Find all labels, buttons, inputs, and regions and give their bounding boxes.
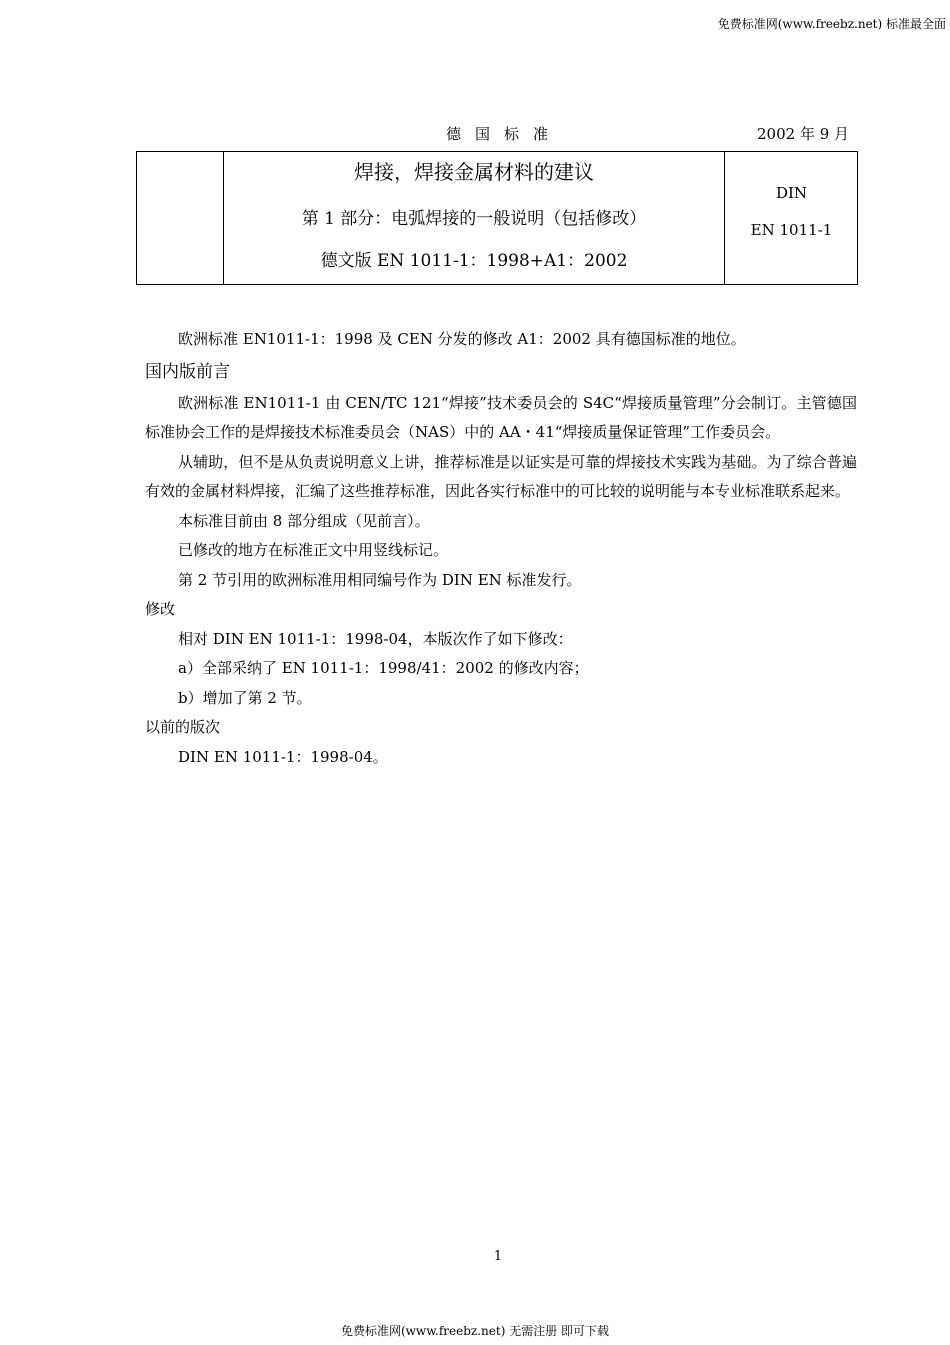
changes-heading: 修改 bbox=[145, 600, 176, 618]
title-block-right-cell bbox=[724, 152, 858, 284]
din-label: DIN bbox=[775, 184, 808, 202]
previous-edition-item: DIN EN 1011-1：1998-04。 bbox=[178, 747, 388, 766]
title-block-center-cell bbox=[224, 152, 724, 284]
foreword-heading: 国内版前言 bbox=[145, 361, 230, 382]
standard-header-label: 德国标准 bbox=[446, 125, 563, 143]
intro-paragraph: 欧洲标准 EN1011-1：1998 及 CEN 分发的修改 A1：2002 具有德国标准的地位。 bbox=[178, 330, 746, 348]
document-title: 焊接，焊接金属材料的建议 bbox=[354, 160, 594, 184]
foreword-paragraph-1: 欧洲标准 EN1011-1 由 CEN/TC 121“焊接”技术委员会的 S4C“焊接质量管理”分会制订。主管德国标准协会工作的是焊接技术标准委员会（NAS）中的 AA・41“焊接质量保证管理”工作委员会。 bbox=[145, 393, 857, 441]
title-block-table bbox=[136, 151, 858, 285]
page-number: 1 bbox=[493, 1249, 503, 1264]
title-block-left-cell bbox=[137, 152, 224, 284]
document-edition: 德文版 EN 1011-1：1998+A1：2002 bbox=[320, 251, 628, 271]
document-subtitle: 第 1 部分：电弧焊接的一般说明（包括修改） bbox=[301, 209, 647, 229]
top-banner: 免费标准网(www.freebz.net) 标准最全面 bbox=[717, 17, 946, 31]
foreword-paragraph-4: 已修改的地方在标准正文中用竖线标记。 bbox=[178, 541, 449, 559]
foreword-paragraph-2: 从辅助，但不是从负责说明意义上讲，推荐标准是以证实是可靠的焊接技术实践为基础。为了综合普遍有效的金属材料焊接，汇编了这些推荐标准，因此各实行标准中的可比较的说明能与本专业标准联系起来。 bbox=[145, 452, 857, 500]
previous-editions-heading: 以前的版次 bbox=[145, 718, 221, 736]
change-item-a: a）全部采纳了 EN 1011-1：1998/41：2002 的修改内容； bbox=[178, 659, 589, 677]
din-number: EN 1011-1 bbox=[750, 221, 833, 239]
foreword-paragraph-3: 本标准目前由 8 部分组成（见前言）。 bbox=[178, 511, 430, 530]
standard-date: 2002 年 9 月 bbox=[757, 125, 850, 143]
changes-intro: 相对 DIN EN 1011-1：1998-04，本版次作了如下修改： bbox=[178, 629, 573, 648]
document-body bbox=[145, 325, 857, 772]
bottom-banner: 免费标准网(www.freebz.net) 无需注册 即可下载 bbox=[340, 1324, 610, 1338]
foreword-paragraph-5: 第 2 节引用的欧洲标准用相同编号作为 DIN EN 标准发行。 bbox=[178, 570, 582, 589]
change-item-b: b）增加了第 2 节。 bbox=[178, 688, 312, 707]
